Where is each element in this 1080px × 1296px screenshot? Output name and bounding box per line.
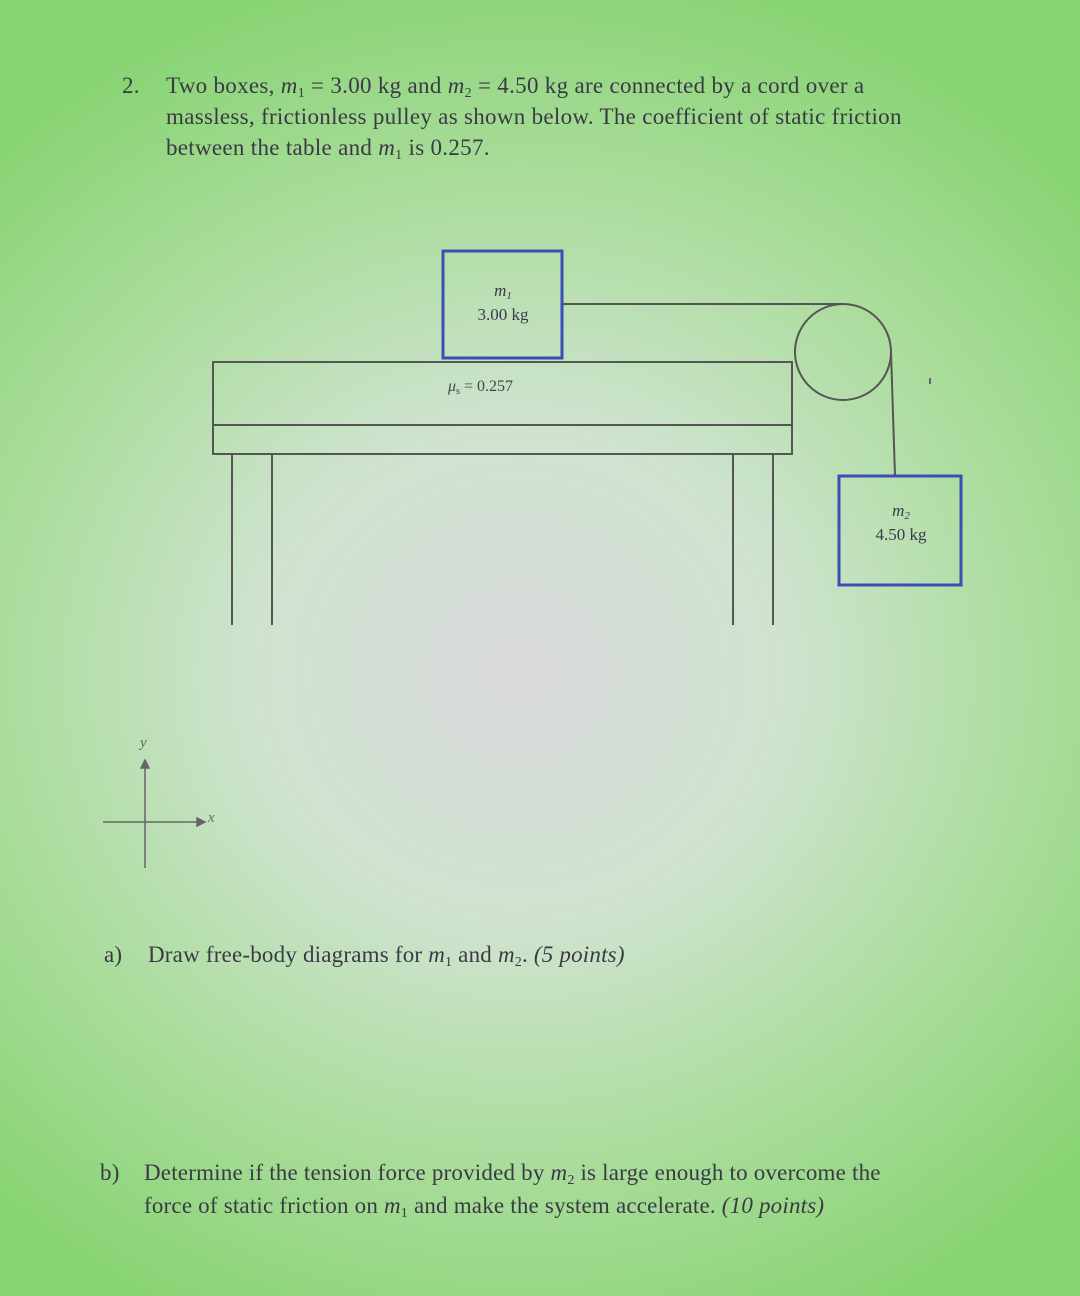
m2-sub: 2 xyxy=(904,510,910,522)
mu-value: = 0.257 xyxy=(459,378,513,395)
text: is large enough to overcome the xyxy=(574,1160,881,1185)
part-b-line-1 xyxy=(144,1156,1040,1189)
text: is 0.257. xyxy=(402,135,490,160)
mu-subscript: s xyxy=(456,386,460,397)
friction-coefficient-label xyxy=(448,378,513,396)
part-b-points: (10 points) xyxy=(721,1193,825,1218)
m1-symbol: m xyxy=(280,73,298,98)
text: . xyxy=(521,942,534,967)
m2-subscript: 2 xyxy=(514,955,522,970)
m2-subscript: 2 xyxy=(464,86,472,101)
m1-symbol: m xyxy=(378,135,396,160)
m1-label xyxy=(444,282,562,326)
m1-sym-text: m xyxy=(494,281,507,300)
text: Two boxes, xyxy=(166,73,281,98)
part-a xyxy=(104,938,625,971)
x-axis-label: x xyxy=(208,810,215,826)
m1-symbol xyxy=(444,282,562,300)
m1-sub: 1 xyxy=(506,290,512,302)
part-b-body xyxy=(144,1156,1040,1222)
part-a-label: a) xyxy=(104,942,123,967)
vertical-cord xyxy=(891,352,895,476)
text: = 3.00 kg and xyxy=(305,73,448,98)
m2-symbol: m xyxy=(497,942,515,967)
text: Determine if the tension force provided by xyxy=(144,1160,551,1185)
problem-line-2: massless, frictionless pulley as shown below. The coefficient of static friction xyxy=(166,104,902,129)
text: and xyxy=(452,942,498,967)
text: = 4.50 kg are connected by a cord over a xyxy=(471,73,865,98)
m2-symbol: m xyxy=(447,73,465,98)
m1-subscript: 1 xyxy=(395,148,403,163)
text: Draw free-body diagrams for xyxy=(148,942,429,967)
pulley xyxy=(795,304,891,400)
m1-symbol: m xyxy=(428,942,446,967)
part-b xyxy=(100,1156,1040,1222)
m1-subscript: 1 xyxy=(400,1206,408,1221)
problem-number: 2. xyxy=(122,73,140,98)
m1-symbol: m xyxy=(383,1193,401,1218)
text: force of static friction on xyxy=(144,1193,384,1218)
m1-subscript: 1 xyxy=(445,955,453,970)
text: between the table and xyxy=(166,135,379,160)
part-a-points: (5 points) xyxy=(533,942,625,967)
m2-label xyxy=(840,502,962,546)
mu-symbol: μ xyxy=(448,378,457,395)
part-a-body xyxy=(148,938,625,971)
part-b-line-2 xyxy=(144,1189,1040,1222)
m1-mass: 3.00 kg xyxy=(477,305,529,324)
part-b-label: b) xyxy=(100,1160,120,1185)
part-a-line xyxy=(148,938,625,971)
y-axis-arrow xyxy=(141,760,149,768)
m2-symbol: m xyxy=(550,1160,568,1185)
m1-subscript: 1 xyxy=(297,86,305,101)
x-axis-arrow xyxy=(197,818,205,826)
m2-subscript: 2 xyxy=(567,1173,575,1188)
text: and make the system accelerate. xyxy=(408,1193,722,1218)
table-apron xyxy=(213,425,792,454)
y-axis-label: y xyxy=(140,735,147,751)
m2-symbol xyxy=(840,502,962,520)
m2-sym-text: m xyxy=(892,501,905,520)
m2-mass: 4.50 kg xyxy=(875,525,927,544)
